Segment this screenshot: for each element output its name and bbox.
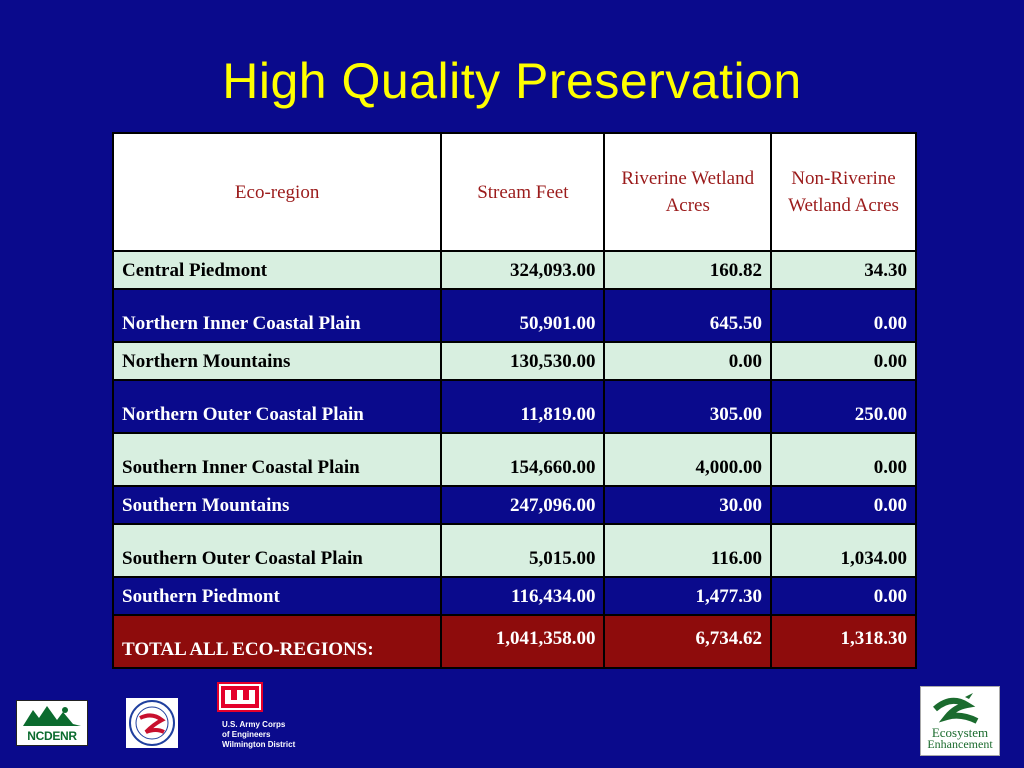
table-row <box>113 486 916 524</box>
cell-stream-feet: 130,530.00 <box>441 342 604 380</box>
cell-region: Northern Inner Coastal Plain <box>113 289 441 342</box>
cell-region: Southern Piedmont <box>113 577 441 615</box>
cell-stream-feet: 5,015.00 <box>441 524 604 577</box>
cell-stream-feet: 50,901.00 <box>441 289 604 342</box>
cell-non-riverine: 1,034.00 <box>771 524 916 577</box>
ncdenr-logo <box>16 700 88 746</box>
header-non-riverine-wetland-acres: Non-Riverine Wetland Acres <box>771 133 916 251</box>
dot-seal-icon <box>126 698 178 748</box>
table-row <box>113 380 916 433</box>
cell-non-riverine: 0.00 <box>771 289 916 342</box>
table-row <box>113 289 916 342</box>
eep-word-2: Enhancement <box>927 737 993 751</box>
cell-region: Southern Inner Coastal Plain <box>113 433 441 486</box>
cell-riverine: 116.00 <box>604 524 771 577</box>
table-row <box>113 251 916 289</box>
preservation-table <box>112 132 917 669</box>
cell-region: Northern Mountains <box>113 342 441 380</box>
bird-wave-icon <box>921 687 999 727</box>
usace-castle-logo <box>217 682 263 712</box>
cell-riverine: 160.82 <box>604 251 771 289</box>
usace-caption <box>222 720 295 750</box>
eep-word-1: Ecosystem <box>931 725 989 740</box>
cell-riverine: 30.00 <box>604 486 771 524</box>
ncdenr-wordmark: NCDENR <box>27 729 77 743</box>
cell-region: Northern Outer Coastal Plain <box>113 380 441 433</box>
cell-non-riverine: 250.00 <box>771 380 916 433</box>
dot-seal-logo <box>126 698 178 748</box>
castle-icon <box>217 682 263 712</box>
table-total-row <box>113 615 916 668</box>
cell-non-riverine: 0.00 <box>771 433 916 486</box>
cell-total-stream-feet: 1,041,358.00 <box>441 615 604 668</box>
cell-riverine: 305.00 <box>604 380 771 433</box>
slide-title: High Quality Preservation <box>222 53 802 109</box>
cell-region: Central Piedmont <box>113 251 441 289</box>
cell-region: Southern Mountains <box>113 486 441 524</box>
cell-riverine: 645.50 <box>604 289 771 342</box>
table-row <box>113 577 916 615</box>
ncdenr-mountain-icon <box>23 704 81 726</box>
cell-total-non-riverine: 1,318.30 <box>771 615 916 668</box>
cell-non-riverine: 0.00 <box>771 486 916 524</box>
cell-riverine: 4,000.00 <box>604 433 771 486</box>
cell-non-riverine: 0.00 <box>771 342 916 380</box>
cell-stream-feet: 324,093.00 <box>441 251 604 289</box>
table-row <box>113 433 916 486</box>
usace-line-2: of Engineers <box>222 730 271 739</box>
cell-riverine: 0.00 <box>604 342 771 380</box>
cell-stream-feet: 11,819.00 <box>441 380 604 433</box>
header-stream-feet: Stream Feet <box>441 133 604 251</box>
cell-stream-feet: 116,434.00 <box>441 577 604 615</box>
table-row <box>113 342 916 380</box>
cell-region: Southern Outer Coastal Plain <box>113 524 441 577</box>
table-header-row <box>113 133 916 251</box>
header-eco-region: Eco-region <box>113 133 441 251</box>
cell-total-label: TOTAL ALL ECO-REGIONS: <box>113 615 441 668</box>
cell-stream-feet: 154,660.00 <box>441 433 604 486</box>
usace-line-3: Wilmington District <box>222 740 296 749</box>
cell-riverine: 1,477.30 <box>604 577 771 615</box>
cell-non-riverine: 34.30 <box>771 251 916 289</box>
cell-stream-feet: 247,096.00 <box>441 486 604 524</box>
header-riverine-wetland-acres: Riverine Wetland Acres <box>604 133 771 251</box>
usace-line-1: U.S. Army Corps <box>222 720 286 729</box>
cell-non-riverine: 0.00 <box>771 577 916 615</box>
cell-total-riverine: 6,734.62 <box>604 615 771 668</box>
table-row <box>113 524 916 577</box>
ecosystem-enhancement-logo <box>920 686 1000 756</box>
